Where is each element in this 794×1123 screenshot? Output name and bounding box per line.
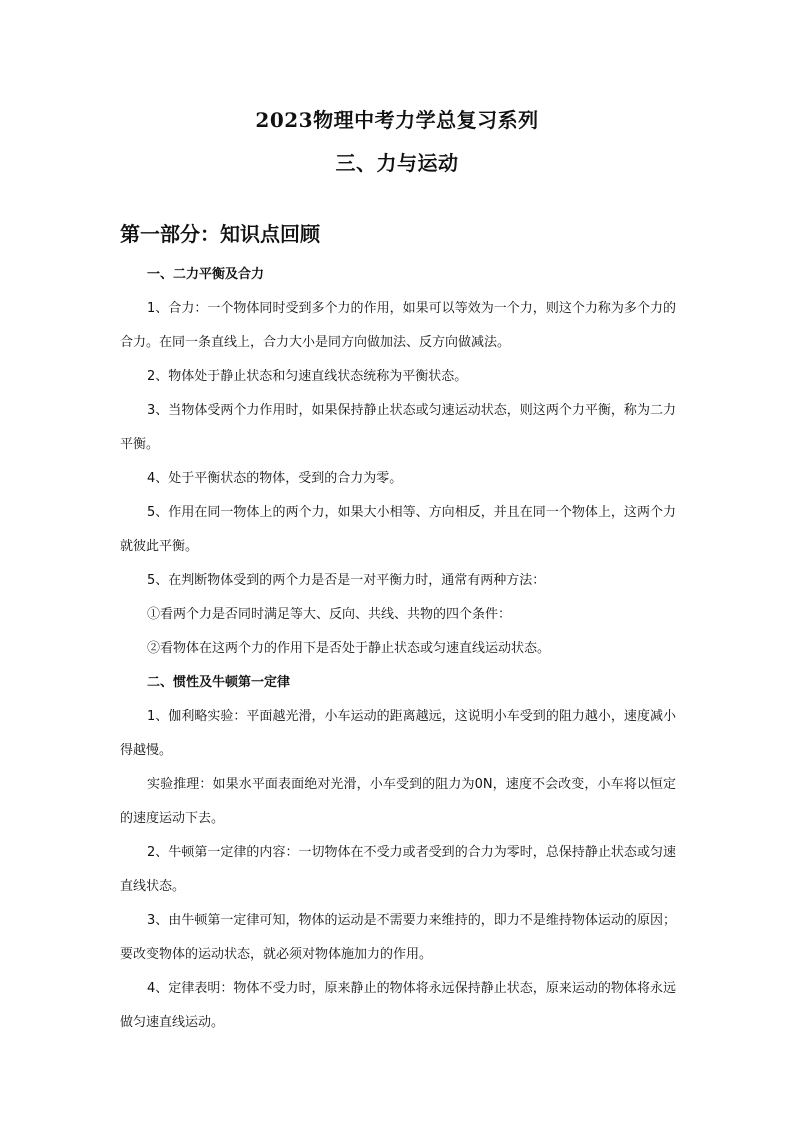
paragraph-galileo-experiment: 1、伽利略实验：平面越光滑，小车运动的距离越远，这说明小车受到的阻力越小，速度减小得越慢。 [120,709,676,758]
part-heading: 第一部分：知识点回顾 [120,222,320,246]
paragraph-balance-conditions: 5、作用在同一物体上的两个力，如果大小相等、方向相反，并且在同一个物体上，这两个力就彼此平衡。 [120,505,676,554]
paragraph-method-one: ①看两个力是否同时满足等大、反向、共线、共物的四个条件： [147,607,512,622]
paragraph-method-two: ②看物体在这两个力的作用下是否处于静止状态或匀速直线运动状态。 [147,641,551,656]
paragraph-judging-methods: 5、在判断物体受到的两个力是否是一对平衡力时，通常有两种方法： [147,573,546,588]
paragraph-equilibrium-state: 2、物体处于静止状态和匀速直线状态统称为平衡状态。 [147,369,468,384]
paragraph-two-force-balance: 3、当物体受两个力作用时，如果保持静止状态或匀速运动状态，则这两个力平衡，称为二力平衡。 [120,403,676,452]
paragraph-law-implication: 4、定律表明：物体不受力时，原来静止的物体将永远保持静止状态，原来运动的物体将永远做匀速直线运动。 [120,981,676,1030]
document-subtitle: 三、力与运动 [335,151,459,175]
document-title: 2023物理中考力学总复习系列 [255,108,539,132]
paragraph-experiment-inference: 实验推理：如果水平面表面绝对光滑，小车受到的阻力为0N，速度不会改变，小车将以恒定的速度运动下去。 [120,777,676,826]
section-heading-inertia: 二、惯性及牛顿第一定律 [147,675,291,690]
section-heading-balance: 一、二力平衡及合力 [147,267,265,282]
paragraph-net-force-zero: 4、处于平衡状态的物体，受到的合力为零。 [147,471,403,486]
paragraph-resultant-force: 1、合力：一个物体同时受到多个力的作用，如果可以等效为一个力，则这个力称为多个力的合力。在同一条直线上，合力大小是同方向做加法、反方向做减法。 [120,301,676,350]
paragraph-newton-first-law: 2、牛顿第一定律的内容：一切物体在不受力或者受到的合力为零时，总保持静止状态或匀速直线状态。 [120,845,676,894]
document-body [120,258,676,1040]
paragraph-force-and-motion: 3、由牛顿第一定律可知，物体的运动是不需要力来维持的，即力不是维持物体运动的原因；要改变物体的运动状态，就必须对物体施加力的作用。 [120,913,676,962]
